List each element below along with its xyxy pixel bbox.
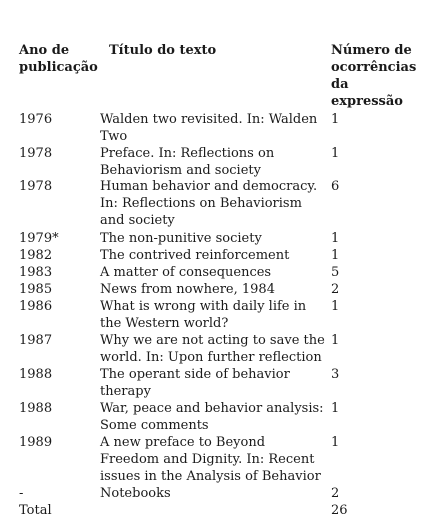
cell-title: The operant side of behavior therapy	[100, 367, 290, 399]
cell-count: 3	[331, 367, 340, 382]
cell-year: 1976	[19, 112, 53, 127]
cell-year: 1983	[19, 265, 53, 280]
cell-year: 1978	[19, 179, 53, 194]
cell-title: Walden two revisited. In: Walden Two	[100, 112, 318, 144]
cell-title: A matter of consequences	[100, 265, 272, 280]
cell-year: 1982	[19, 248, 53, 263]
cell-year: 1985	[19, 282, 53, 297]
cell-year: 1988	[19, 401, 53, 416]
cell-count: 1	[331, 112, 340, 127]
cell-year: 1989	[19, 435, 53, 450]
cell-count: 1	[331, 231, 340, 246]
cell-title: Notebooks	[100, 486, 171, 501]
total-count: 26	[331, 503, 348, 518]
cell-title: War, peace and behavior analysis: Some comments	[100, 401, 324, 433]
header-count: Número de ocorrências da expressão	[331, 43, 417, 109]
cell-title: Preface. In: Reflections on Behaviorism and society	[100, 146, 275, 178]
cell-title: News from nowhere, 1984	[100, 282, 275, 297]
cell-year: 1979*	[19, 231, 59, 246]
cell-title: The contrived reinforcement	[100, 248, 290, 263]
cell-count: 1	[331, 401, 340, 416]
cell-count: 2	[331, 486, 340, 501]
cell-count: 1	[331, 435, 340, 450]
cell-year: 1987	[19, 333, 53, 348]
header-year: Ano de publicação	[19, 43, 98, 75]
header-title: Título do texto	[109, 43, 217, 58]
cell-title: Why we are not acting to save the world. In: Upon further reflection	[100, 333, 325, 365]
cell-title: A new preface to Beyond Freedom and Dignity. In: Recent issues in the Analysis of Behavior	[100, 435, 321, 484]
cell-title: What is wrong with daily life in the Western world?	[100, 299, 307, 331]
cell-count: 1	[331, 333, 340, 348]
cell-year: 1986	[19, 299, 53, 314]
cell-count: 1	[331, 248, 340, 263]
cell-count: 2	[331, 282, 340, 297]
cell-count: 1	[331, 299, 340, 314]
total-label: Total	[19, 503, 52, 518]
cell-title: Human behavior and democracy. In: Reflections on Behaviorism and society	[100, 179, 318, 228]
cell-year: -	[19, 486, 24, 501]
cell-count: 1	[331, 146, 340, 161]
cell-year: 1988	[19, 367, 53, 382]
cell-year: 1978	[19, 146, 53, 161]
cell-title: The non-punitive society	[100, 231, 262, 246]
cell-count: 5	[331, 265, 340, 280]
cell-count: 6	[331, 179, 340, 194]
